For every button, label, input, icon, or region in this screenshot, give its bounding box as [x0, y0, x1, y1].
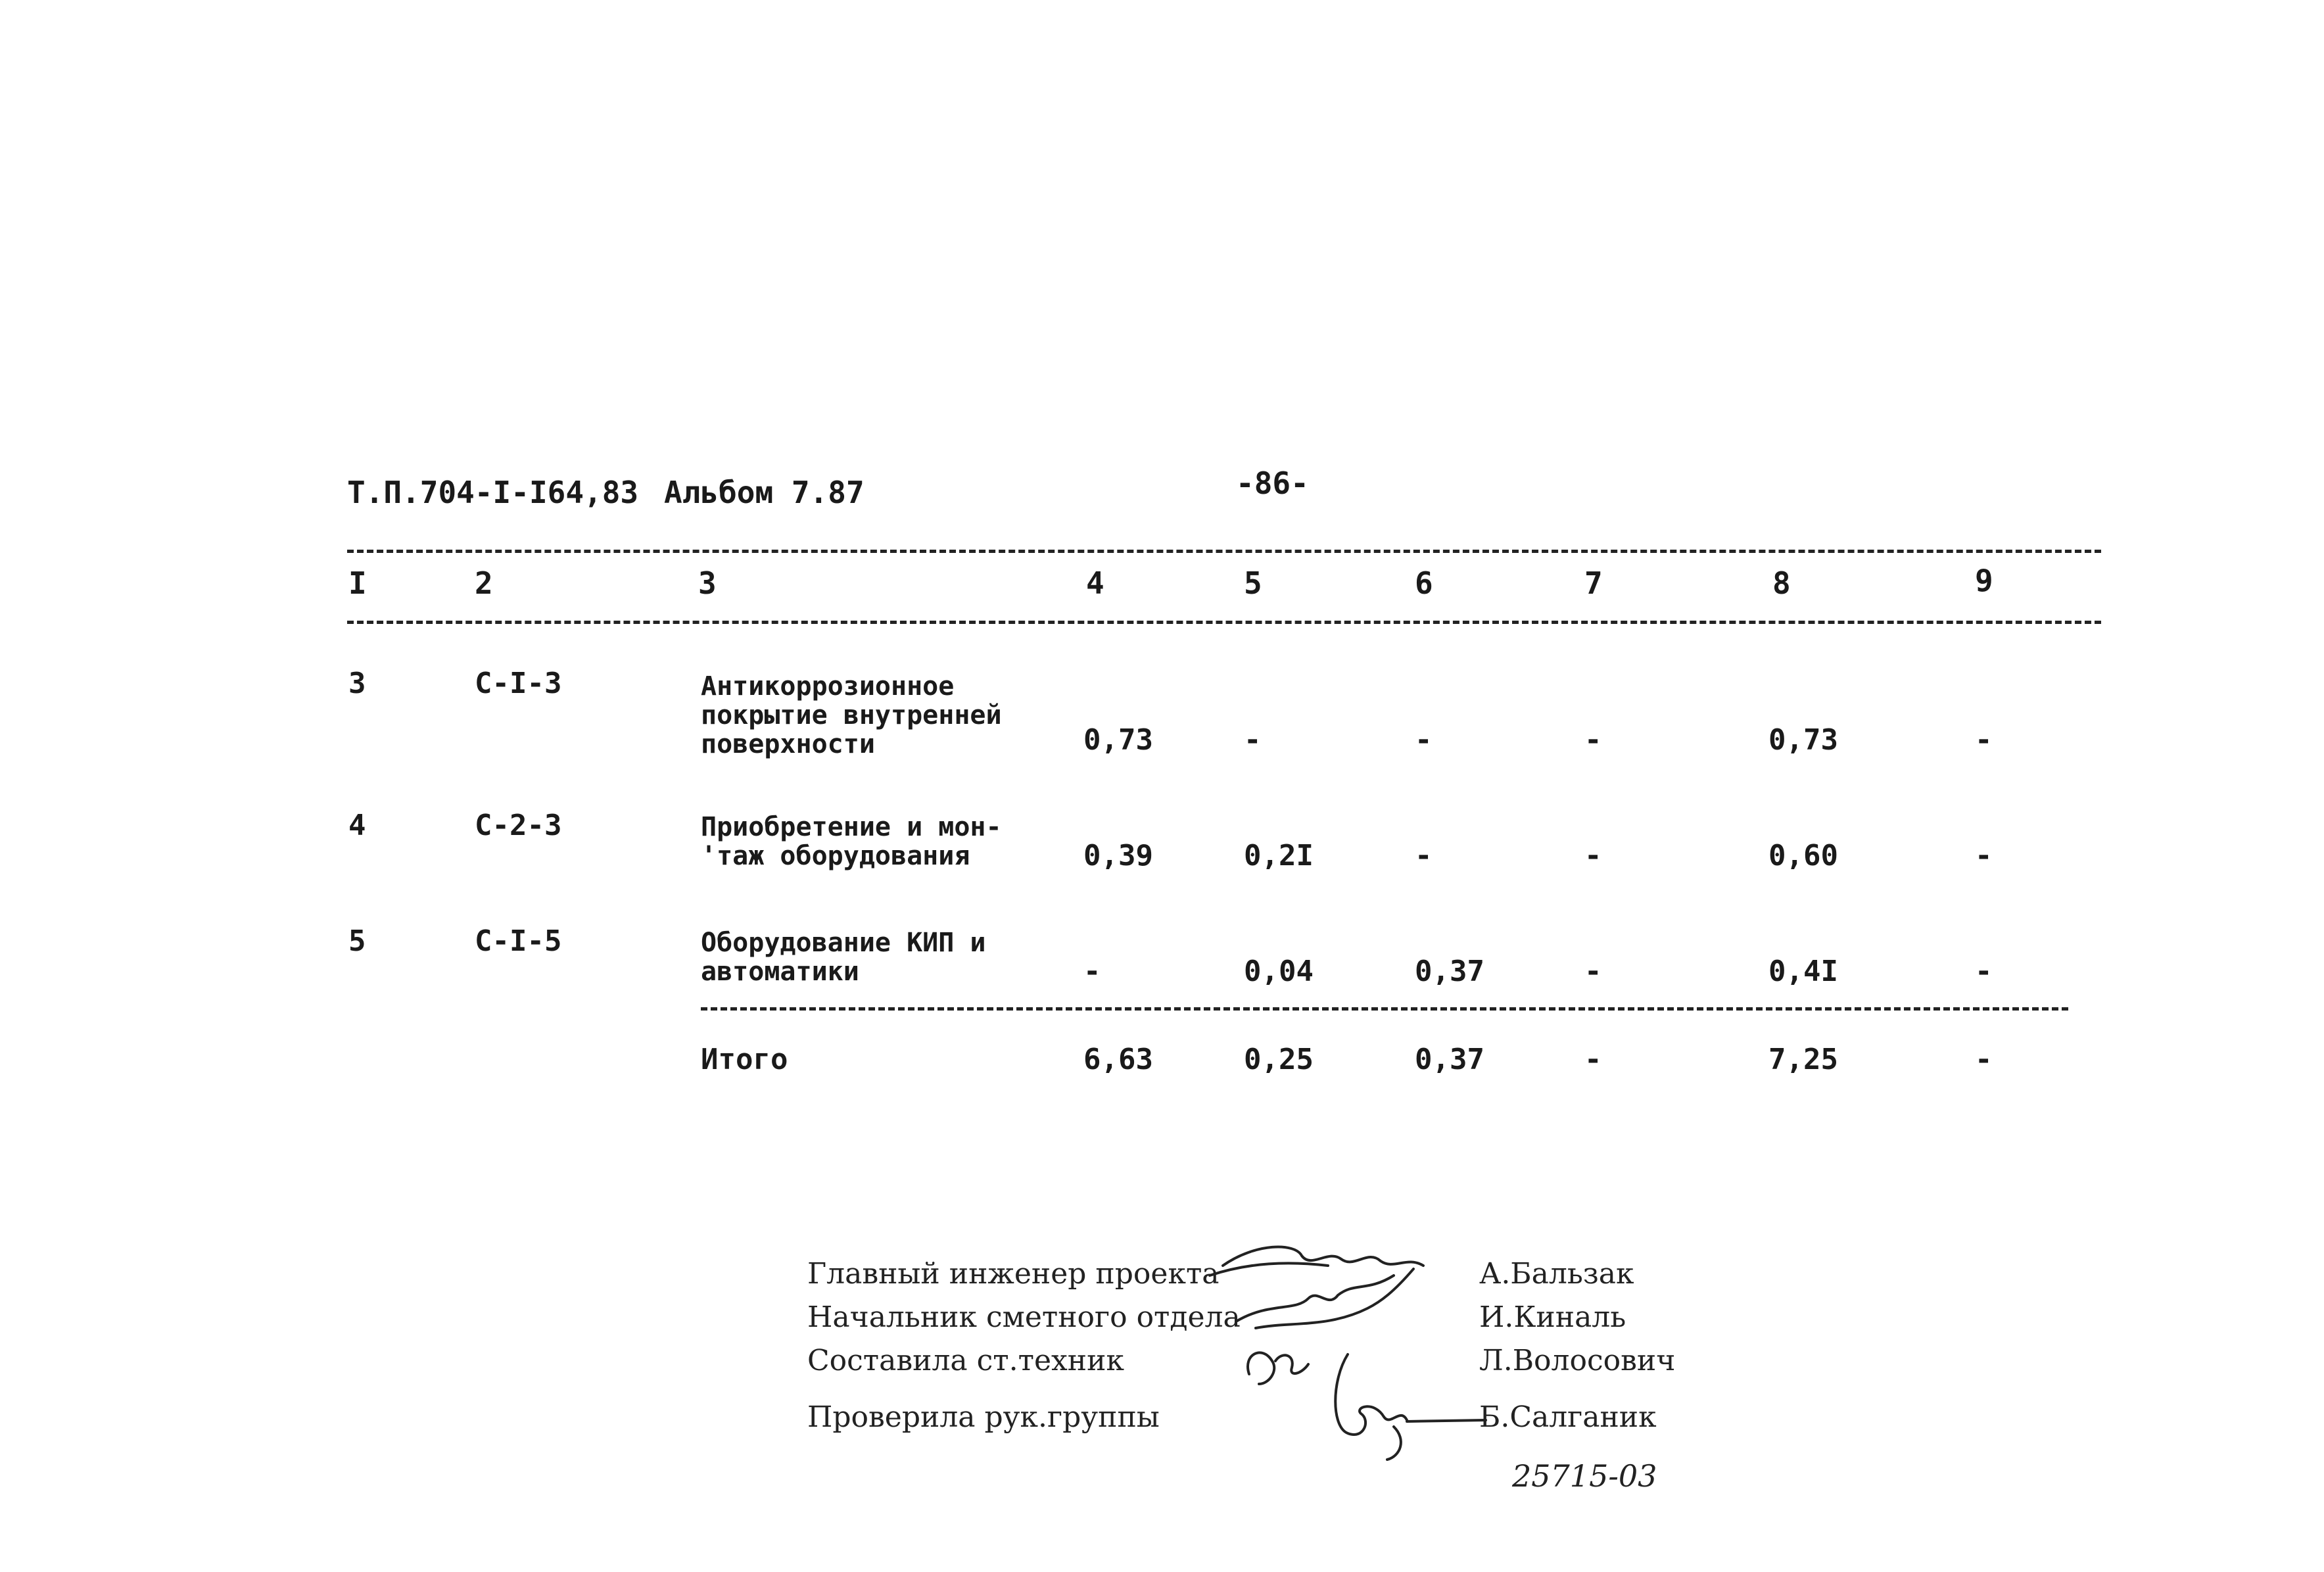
signature-role: Главный инженер проекта — [807, 1257, 1220, 1291]
total-col8: 7,25 — [1768, 1043, 1838, 1076]
table-row-col6: - — [1415, 723, 1433, 757]
signature-name: И.Киналь — [1479, 1300, 1626, 1334]
total-rule — [701, 1007, 2068, 1011]
handwritten-number: 25715-03 — [1512, 1458, 1657, 1494]
signature-name: А.Бальзак — [1479, 1257, 1634, 1291]
signature-role: Составила ст.техник — [807, 1344, 1124, 1377]
signature-name: Л.Волосович — [1479, 1344, 1676, 1377]
table-row-num: 5 — [348, 924, 366, 958]
table-row-col6: - — [1415, 839, 1433, 872]
album-number: Альбом 7.87 — [664, 475, 865, 510]
table-row-col8: 0,73 — [1768, 723, 1838, 757]
table-row-code: С-2-3 — [475, 809, 562, 842]
column-number-5: 5 — [1244, 565, 1262, 601]
document-reference: Т.П.704-I-I64,83 — [347, 475, 639, 510]
table-row-name: Оборудование КИП и автоматики — [701, 928, 986, 987]
column-number-7: 7 — [1584, 565, 1603, 601]
table-row-col5: - — [1244, 723, 1262, 757]
column-number-1: I — [348, 565, 367, 601]
column-number-2: 2 — [475, 565, 493, 601]
table-top-rule — [347, 550, 2101, 553]
table-row-col4: 0,73 — [1083, 723, 1153, 757]
table-row-code: С-I-5 — [475, 924, 562, 958]
table-row-col8: 0,60 — [1768, 839, 1838, 872]
total-col9: - — [1975, 1043, 1993, 1076]
table-row-num: 4 — [348, 809, 366, 842]
table-row-col9: - — [1975, 839, 1993, 872]
table-row-col9: - — [1975, 723, 1993, 757]
table-row-col4: - — [1083, 955, 1101, 988]
page-number: -86- — [1236, 465, 1309, 501]
table-row-col8: 0,4I — [1768, 955, 1838, 988]
total-col5: 0,25 — [1244, 1043, 1314, 1076]
table-row-col6: 0,37 — [1415, 955, 1484, 988]
table-row-code: С-I-3 — [475, 667, 562, 700]
signature-role: Начальник сметного отдела — [807, 1300, 1241, 1334]
column-number-6: 6 — [1415, 565, 1433, 601]
handwritten-signatures — [1197, 1229, 1499, 1492]
table-row-col7: - — [1584, 839, 1602, 872]
total-col4: 6,63 — [1083, 1043, 1153, 1076]
total-col6: 0,37 — [1415, 1043, 1484, 1076]
column-number-9: 9 — [1975, 563, 1993, 598]
total-col7: - — [1584, 1043, 1602, 1076]
table-row-col5: 0,04 — [1244, 955, 1314, 988]
table-row-col9: - — [1975, 955, 1993, 988]
table-row-col7: - — [1584, 955, 1602, 988]
signature-name: Б.Салганик — [1479, 1400, 1657, 1434]
signature-role: Проверила рук.группы — [807, 1400, 1160, 1434]
table-row-col4: 0,39 — [1083, 839, 1153, 872]
table-row-col5: 0,2I — [1244, 839, 1314, 872]
table-row-num: 3 — [348, 667, 366, 700]
table-row-col7: - — [1584, 723, 1602, 757]
column-header-bottom-rule — [347, 621, 2101, 624]
total-label: Итого — [701, 1043, 788, 1076]
table-row-name: Антикоррозионное покрытие внутренней поверхности — [701, 671, 1002, 759]
table-row-name: Приобретение и мон- 'таж оборудования — [701, 812, 1002, 871]
column-number-4: 4 — [1086, 565, 1104, 601]
column-number-8: 8 — [1772, 565, 1791, 601]
column-number-3: 3 — [698, 565, 717, 601]
